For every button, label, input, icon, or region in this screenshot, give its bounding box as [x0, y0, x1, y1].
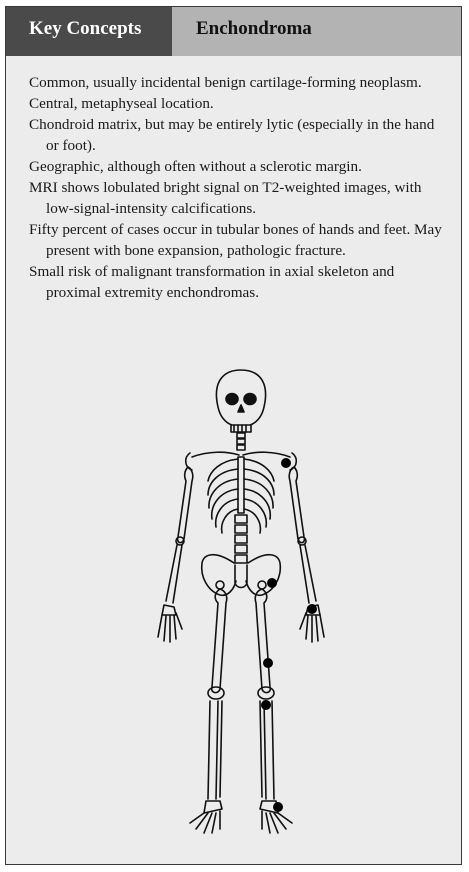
lesion-dot-foot: [273, 802, 283, 812]
list-item: Geographic, although often without a sclerotic margin.: [29, 158, 362, 175]
key-concepts-tab: Key Concepts: [6, 7, 172, 56]
box-title: Enchondroma: [172, 7, 461, 56]
right-arm: [158, 467, 193, 642]
skull: [216, 370, 265, 432]
femurs: [208, 589, 274, 699]
skeleton-illustration: [146, 367, 336, 837]
lumbar-spine: [235, 515, 247, 563]
lesion-dot-humerus: [281, 458, 291, 468]
list-item: Common, usually incidental benign cartilage-forming neoplasm.: [29, 74, 422, 91]
concepts-list: [29, 72, 449, 303]
lesion-dot-tibia: [261, 700, 271, 710]
rib-cage: [208, 457, 274, 533]
shoulder-girdle: [186, 452, 297, 470]
lesion-dot-hand: [307, 604, 317, 614]
lesion-dot-femur-distal: [263, 658, 273, 668]
box-header: [6, 7, 461, 56]
list-item: Chondroid matrix, but may be entirely lytic (especially in the hand or foot).: [29, 116, 435, 154]
cervical-spine: [237, 433, 245, 450]
lower-legs: [208, 701, 274, 799]
key-concepts-box: [5, 6, 462, 865]
list-item: MRI shows lobulated bright signal on T2-weighted images, with low-signal-intensity calcifications.: [29, 179, 422, 217]
list-item: Fifty percent of cases occur in tubular bones of hands and feet. May present with bone expansion, pathologic fracture.: [29, 221, 442, 259]
lesion-dot-femur-proximal: [267, 578, 277, 588]
list-item: Central, metaphyseal location.: [29, 95, 214, 112]
left-arm: [289, 467, 324, 642]
pelvis: [202, 555, 281, 596]
list-item: Small risk of malignant transformation in axial skeleton and proximal extremity enchondromas.: [29, 263, 395, 301]
